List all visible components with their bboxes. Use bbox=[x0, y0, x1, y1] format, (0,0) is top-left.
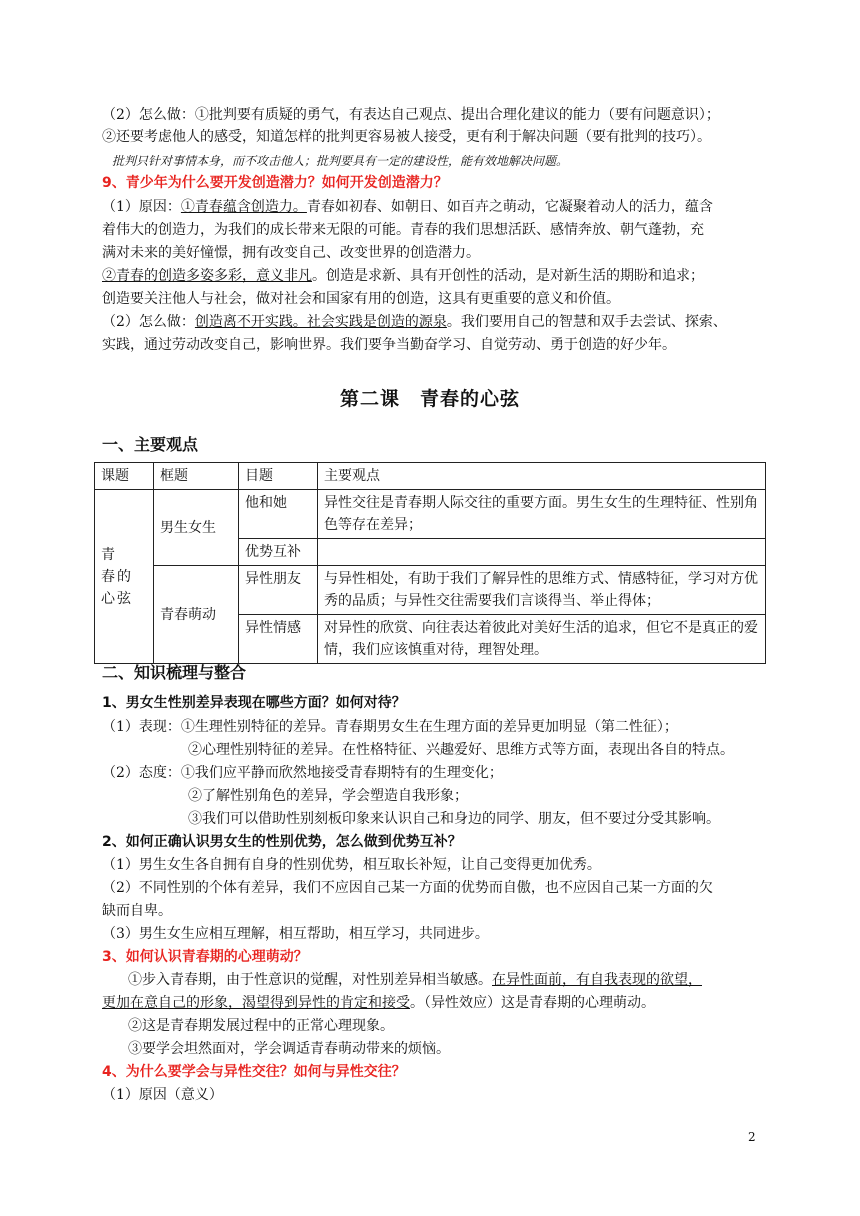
section-heading-2: 二、知识梳理与整合 bbox=[102, 663, 247, 682]
table-cell-item: 异性情感 bbox=[239, 615, 318, 664]
underlined-span: ②青春的创造多姿多彩，意义非凡 bbox=[102, 268, 312, 284]
main-points-table bbox=[94, 462, 766, 664]
text-span: ①步入青春期，由于性意识的觉醒，对性别差异相当敏感。 bbox=[128, 972, 492, 988]
text-line: ②这是青春期发展过程中的正常心理现象。 bbox=[128, 1018, 394, 1034]
question-heading-9: 9、青少年为什么要开发创造潜力？如何开发创造潜力？ bbox=[102, 175, 448, 191]
text-span: （1）原因： bbox=[102, 199, 181, 215]
text-line: （3）男生女生应相互理解，相互帮助，相互学习，共同进步。 bbox=[102, 926, 489, 942]
text-line: ③要学会坦然面对，学会调适青春萌动带来的烦恼。 bbox=[128, 1041, 450, 1057]
text-line bbox=[102, 196, 762, 218]
question-heading-1: 1、男女生性别差异表现在哪些方面？如何对待？ bbox=[102, 695, 406, 711]
text-line: （1）表现：①生理性别特征的差异。青春期男女生在生理方面的差异更加明显（第二性征）； bbox=[102, 719, 678, 735]
table-cell-topic: 青 春的 心弦 bbox=[95, 490, 154, 664]
table-cell-frame: 男生女生 bbox=[154, 490, 239, 566]
table-row bbox=[95, 490, 766, 539]
text-line: 缺而自卑。 bbox=[102, 903, 172, 919]
section-heading-1: 一、主要观点 bbox=[102, 435, 199, 454]
text-span: （2）怎么做： bbox=[102, 314, 195, 330]
underlined-span: ①青春蕴含创造力。 bbox=[180, 199, 307, 215]
question-heading-2: 2、如何正确认识男女生的性别优势，怎么做到优势互补？ bbox=[102, 834, 462, 850]
table-row bbox=[95, 566, 766, 615]
question-heading-4: 4、为什么要学会与异性交往？如何与异性交往？ bbox=[102, 1064, 406, 1080]
table-cell-frame: 青春萌动 bbox=[154, 566, 239, 664]
text-line: 创造要关注他人与社会，做对社会和国家有用的创造，这具有更重要的意义和价值。 bbox=[102, 291, 620, 307]
table-header: 主要观点 bbox=[318, 463, 766, 490]
table-cell-view bbox=[318, 539, 766, 566]
text-line: 着伟大的创造力，为我们的成长带来无限的可能。青春的我们思想活跃、感情奔放、朝气蓬勃，充 bbox=[102, 222, 704, 238]
table-cell-view: 异性交往是青春期人际交往的重要方面。男生女生的生理特征、性别角色等存在差异； bbox=[318, 490, 766, 539]
text-line: 满对未来的美好憧憬，拥有改变自己、改变世界的创造潜力。 bbox=[102, 245, 480, 261]
question-heading-3: 3、如何认识青春期的心理萌动？ bbox=[102, 949, 308, 965]
table-header-row bbox=[95, 463, 766, 490]
text-line: ②了解性别角色的差异，学会塑造自我形象； bbox=[188, 788, 468, 804]
text-line: （1）男生女生各自拥有自身的性别优势，相互取长补短，让自己变得更加优秀。 bbox=[102, 857, 601, 873]
text-span: 青春如初春、如朝日、如百卉之萌动，它凝聚着动人的活力，蕴含 bbox=[306, 199, 713, 215]
text-line: ③我们可以借助性别刻板印象来认识自己和身边的同学、朋友，但不要过分受其影响。 bbox=[188, 811, 720, 827]
text-line bbox=[102, 265, 762, 287]
text-line: （2）不同性别的个体有差异，我们不应因自己某一方面的优势而自傲，也不应因自己某一方面的欠 bbox=[102, 880, 713, 896]
underlined-span: 创造离不开实践。社会实践是创造的源泉 bbox=[194, 314, 447, 330]
table-header: 课题 bbox=[95, 463, 154, 490]
table-cell-view: 与异性相处，有助于我们了解异性的思维方式、情感特征，学习对方优秀的品质；与异性交往需要我们言谈得当、举止得体； bbox=[318, 566, 766, 615]
table-cell-item: 优势互补 bbox=[239, 539, 318, 566]
note-line: 批判只针对事情本身，而不攻击他人；批判要具有一定的建设性，能有效地解决问题。 bbox=[112, 154, 569, 168]
text-span: 。创造是求新、具有开创性的活动，是对新生活的期盼和追求； bbox=[312, 268, 704, 284]
text-line: （1）原因（意义） bbox=[102, 1087, 223, 1103]
text-line: （2）态度：①我们应平静而欣然地接受青春期特有的生理变化； bbox=[102, 765, 503, 781]
text-line bbox=[128, 969, 788, 991]
table-cell-item: 他和她 bbox=[239, 490, 318, 539]
text-line: ②还要考虑他人的感受，知道怎样的批判更容易被人接受，更有利于解决问题（要有批判的技巧）。 bbox=[102, 129, 711, 145]
table-header: 框题 bbox=[154, 463, 239, 490]
text-line: （2）怎么做：①批判要有质疑的勇气，有表达自己观点、提出合理化建议的能力（要有问题意识）； bbox=[102, 107, 720, 123]
page-number: 2 bbox=[748, 1130, 756, 1144]
text-line: ②心理性别特征的差异。在性格特征、兴趣爱好、思维方式等方面，表现出各自的特点。 bbox=[188, 742, 734, 758]
underlined-span: 更加在意自己的形象，渴望得到异性的肯定和接受 bbox=[102, 995, 410, 1011]
text-span: 。我们要用自己的智慧和双手去尝试、探索、 bbox=[446, 314, 727, 330]
lesson-title: 第二课 青春的心弦 bbox=[339, 388, 520, 410]
text-line: 实践，通过劳动改变自己，影响世界。我们要争当勤奋学习、自觉劳动、勇于创造的好少年。 bbox=[102, 337, 676, 353]
text-line bbox=[102, 311, 762, 333]
underlined-span: 在异性面前，有自我表现的欲望， bbox=[492, 972, 702, 988]
text-span: 。（异性效应）这是青春期的心理萌动。 bbox=[410, 995, 655, 1011]
table-cell-view: 对异性的欣赏、向往表达着彼此对美好生活的追求，但它不是真正的爱情，我们应该慎重对待，理智处理。 bbox=[318, 615, 766, 664]
table-header: 目题 bbox=[239, 463, 318, 490]
table-cell-item: 异性朋友 bbox=[239, 566, 318, 615]
text-line bbox=[102, 992, 762, 1014]
